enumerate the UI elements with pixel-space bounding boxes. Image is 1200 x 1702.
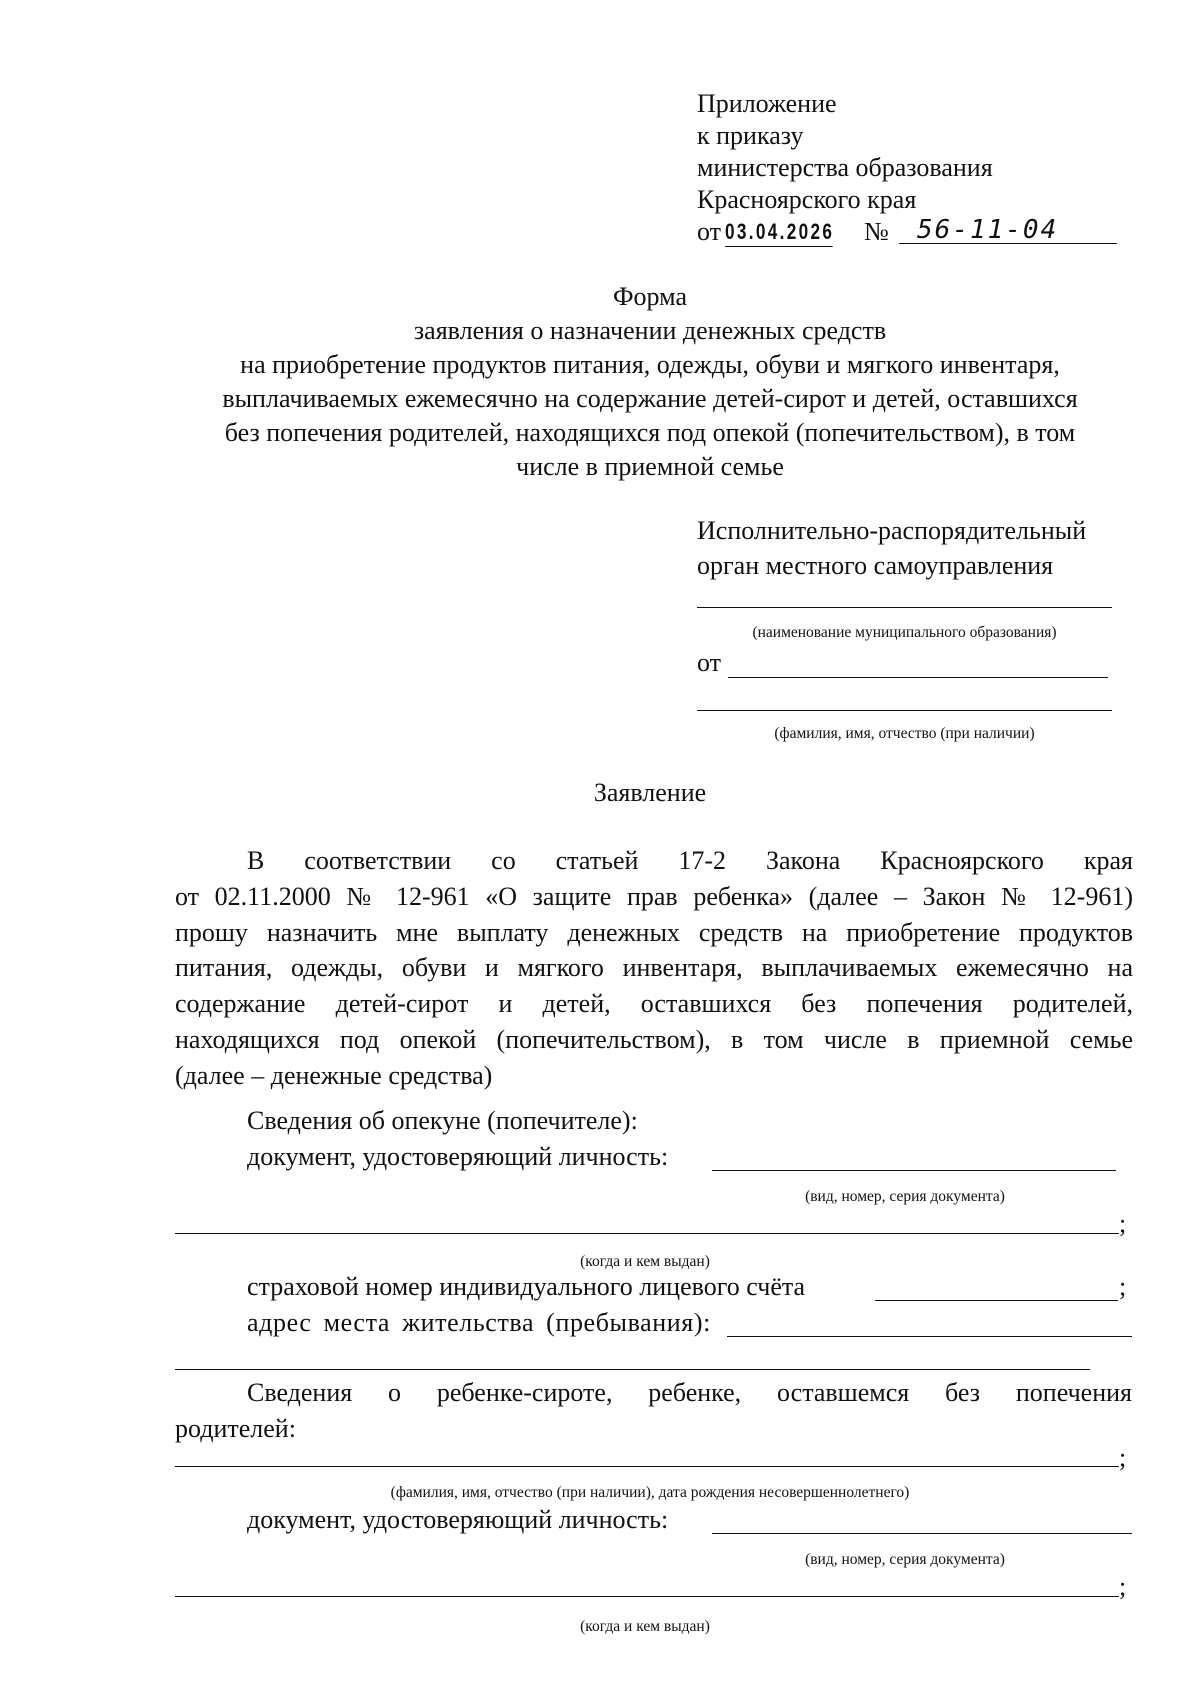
title-line-6: числе в приемной семье (516, 452, 784, 481)
semicolon-1: ; (1119, 1209, 1127, 1238)
child-heading-line-1: Сведения о ребенке-сироте, ребенке, оставшемся без попечения (247, 1378, 1132, 1407)
title-line-2: заявления о назначении денежных средств (413, 316, 887, 345)
appendix-block (697, 88, 1059, 250)
addressee-line-1: Исполнительно-распорядительный (697, 516, 1087, 545)
municipality-caption: (наименование муниципального образования) (752, 624, 1057, 641)
guardian-id-doc-label: документ, удостоверяющий личность: (247, 1142, 669, 1171)
child-issued-field[interactable] (175, 1596, 1119, 1597)
semicolon-4: ; (1119, 1572, 1127, 1601)
child-name-caption: (фамилия, имя, отчество (при наличии), дата рождения несовершеннолетнего) (390, 1484, 910, 1501)
applicant-name-caption: (фамилия, имя, отчество (при наличии) (774, 725, 1035, 742)
guardian-issued-caption: (когда и кем выдан) (580, 1253, 710, 1270)
municipality-field[interactable] (697, 607, 1112, 608)
guardian-id-doc-field[interactable] (712, 1170, 1116, 1171)
addressee-block (697, 513, 1086, 583)
statement-body (175, 843, 1133, 1094)
guardian-address-label: адрес места жительства (пребывания): (247, 1308, 711, 1337)
order-number: 56-11-04 (899, 214, 1117, 244)
semicolon-3: ; (1119, 1443, 1127, 1472)
appendix-line-2: к приказу (697, 121, 804, 150)
body-line-7: (далее – денежные средства) (175, 1060, 493, 1090)
body-line-4: питания, одежды, обуви и мягкого инвентаря, выплачиваемых ежемесячно на (175, 953, 1133, 983)
applicant-name-field-1[interactable] (728, 677, 1108, 678)
child-id-doc-caption: (вид, номер, серия документа) (805, 1551, 1005, 1568)
order-date: 03.04.2026 (725, 216, 833, 247)
child-name-field[interactable] (175, 1466, 1119, 1467)
title-line-1: Форма (613, 282, 687, 311)
child-id-doc-field[interactable] (712, 1533, 1132, 1534)
title-line-4: выплачиваемых ежемесячно на содержание детей-сирот и детей, оставшихся (222, 384, 1078, 413)
applicant-name-field-2[interactable] (697, 710, 1112, 711)
guardian-issued-field[interactable] (175, 1233, 1119, 1234)
appendix-line-4: Красноярского края (697, 185, 917, 214)
child-id-doc-label: документ, удостоверяющий личность: (247, 1505, 669, 1534)
body-line-1: В соответствии со статьей 17-2 Закона Красноярского края (247, 846, 1133, 875)
form-title (160, 280, 1140, 484)
child-heading-line-2: родителей: (175, 1414, 296, 1443)
statement-heading: Заявление (593, 778, 707, 807)
appendix-line-3: министерства образования (697, 153, 993, 182)
appendix-line-1: Приложение (697, 89, 837, 118)
guardian-snils-label: страховой номер индивидуального лицевого счёта (247, 1272, 806, 1301)
addressee-line-2: орган местного самоуправления (697, 551, 1054, 580)
order-line (697, 215, 1059, 250)
title-line-5: без попечения родителей, находящихся под опекой (попечительством), в том (224, 418, 1076, 447)
body-line-5: содержание детей-сирот и детей, оставшихся без попечения родителей, (175, 989, 1133, 1019)
body-line-6: находящихся под опекой (попечительством), в том числе в приемной семье (175, 1024, 1133, 1054)
body-line-3: прошу назначить мне выплату денежных средств на приобретение продуктов (175, 917, 1133, 947)
guardian-address-field-1[interactable] (727, 1336, 1132, 1337)
semicolon-2: ; (1119, 1272, 1127, 1301)
order-from-label: от (697, 217, 722, 246)
body-line-2: от 02.11.2000 № 12-961 «О защите прав ребенка» (далее – Закон № 12-961) (175, 881, 1133, 911)
guardian-id-doc-caption: (вид, номер, серия документа) (805, 1188, 1005, 1205)
title-line-3: на приобретение продуктов питания, одежды, обуви и мягкого инвентаря, (240, 350, 1060, 379)
child-issued-caption: (когда и кем выдан) (580, 1618, 710, 1635)
guardian-snils-field[interactable] (875, 1300, 1118, 1301)
order-number-label: № (864, 217, 889, 246)
applicant-from-label: от (697, 648, 722, 677)
guardian-address-field-2[interactable] (175, 1369, 1090, 1370)
guardian-heading: Сведения об опекуне (попечителе): (247, 1106, 638, 1135)
